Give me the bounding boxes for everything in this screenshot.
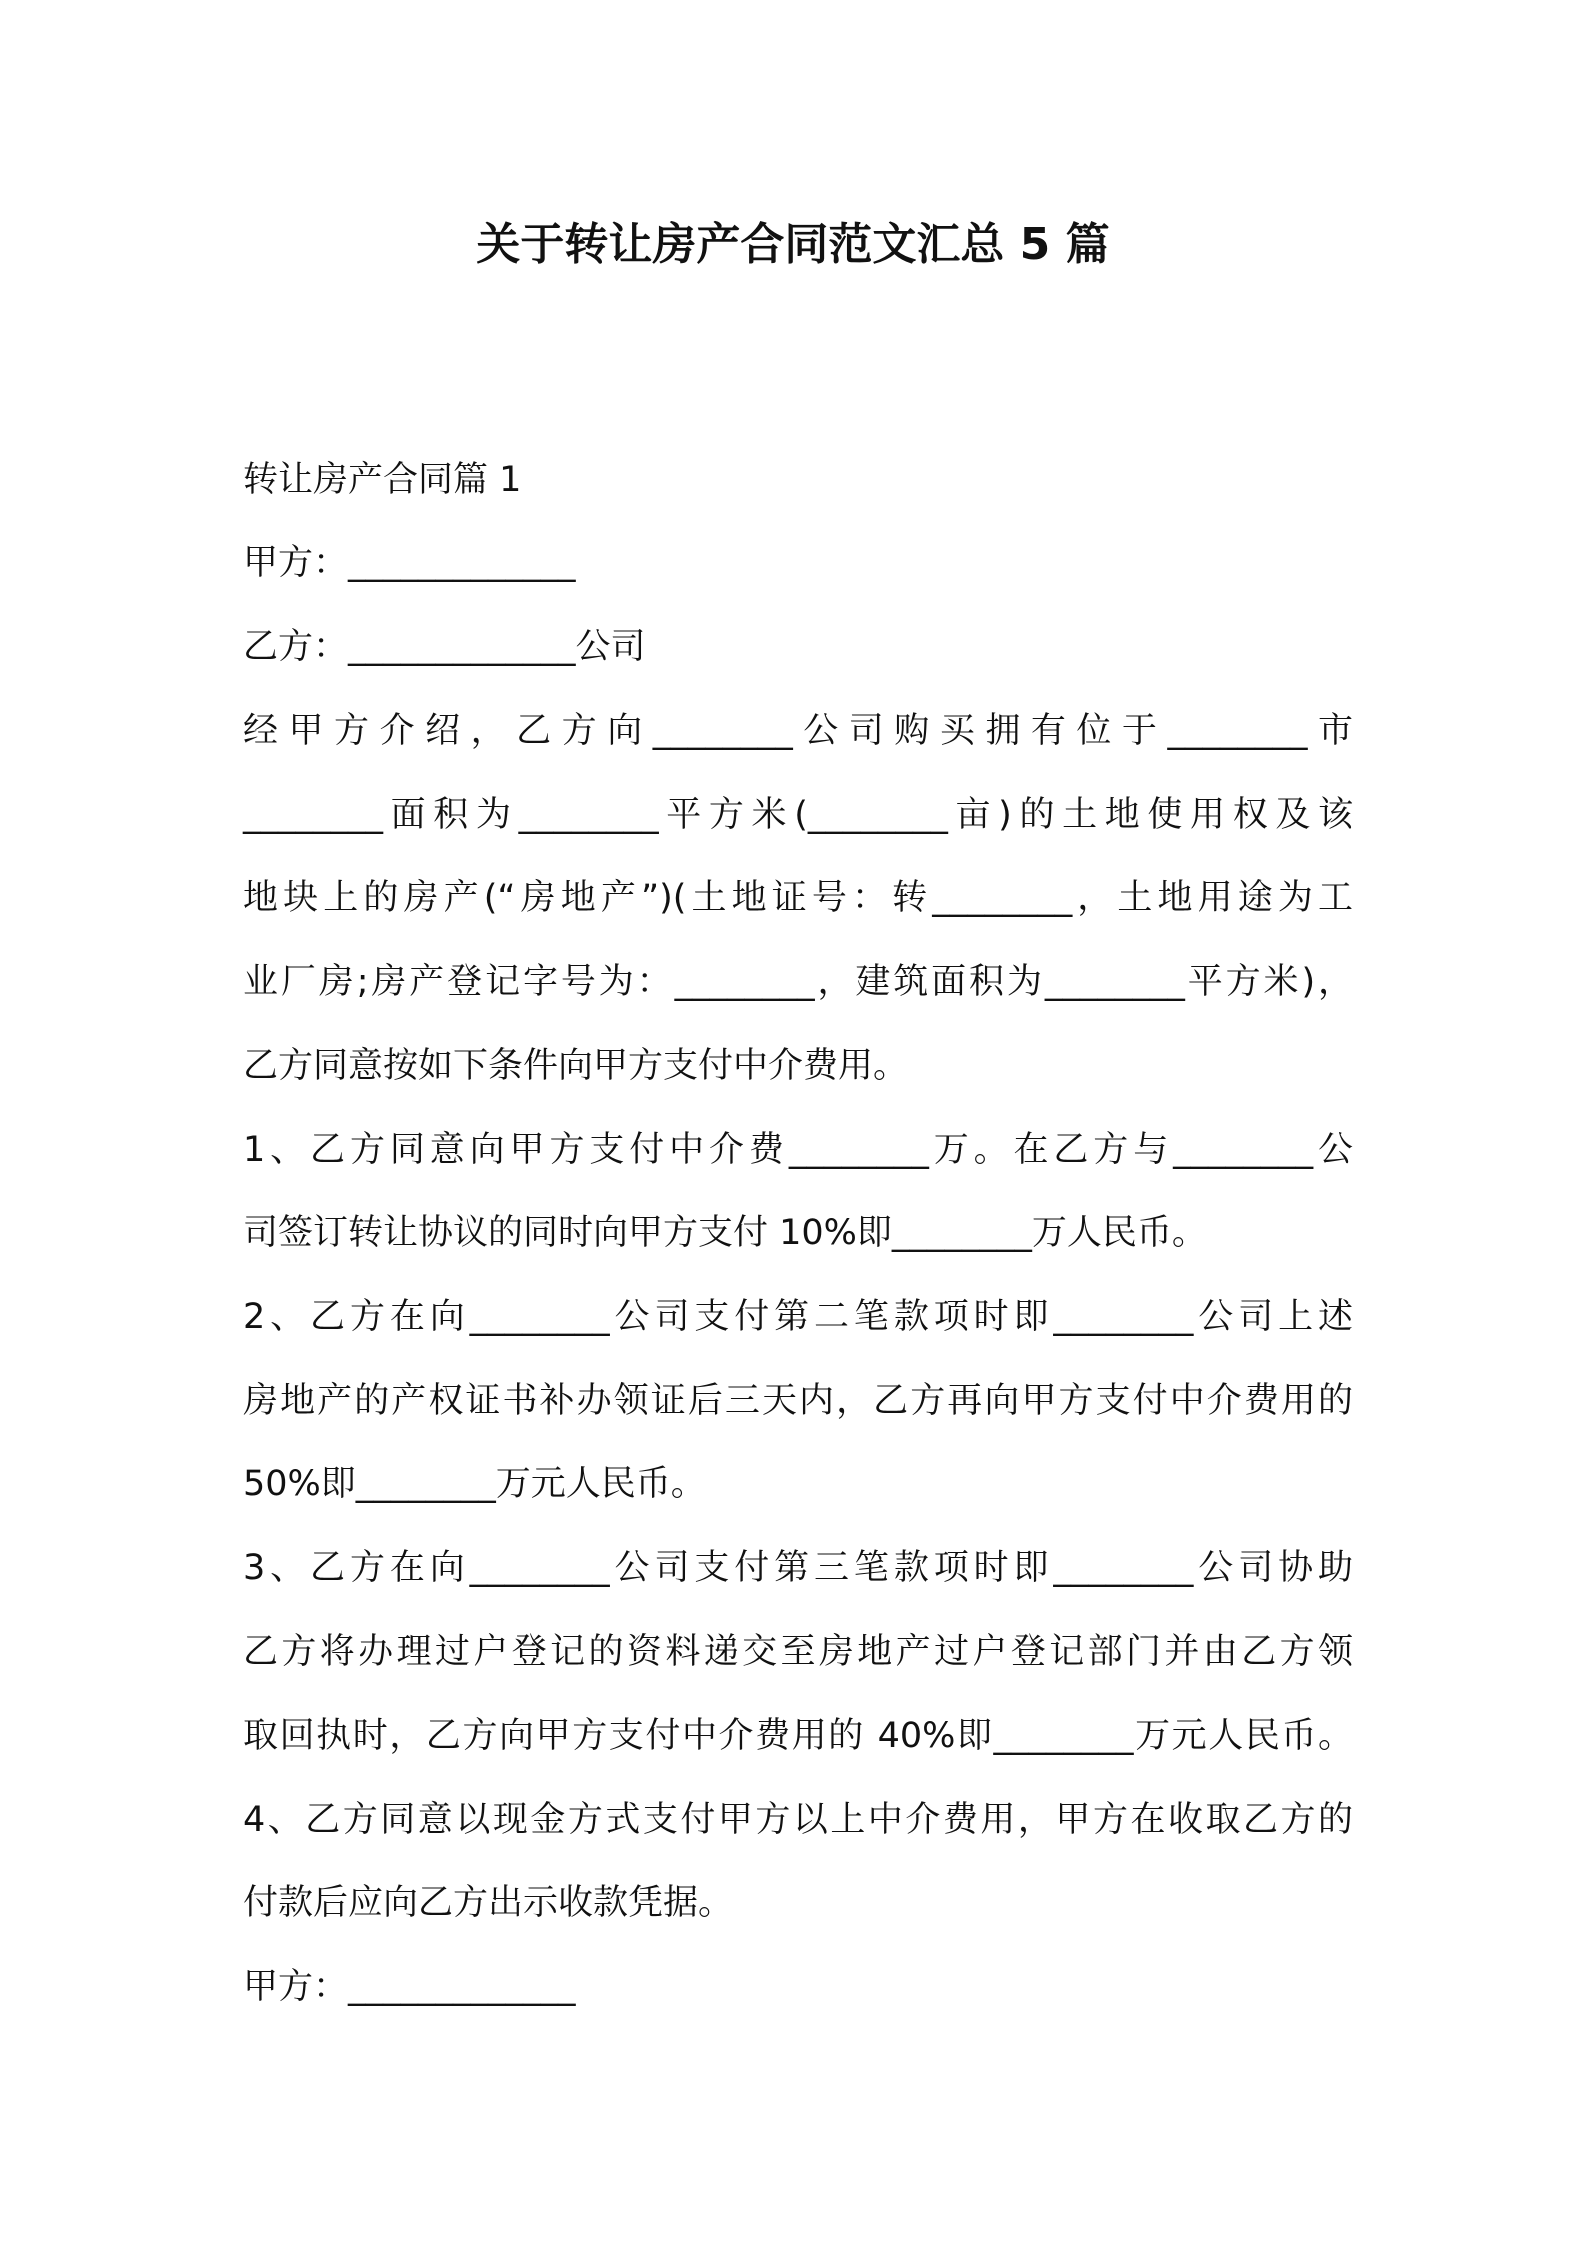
body-line: 地块上的房产(“房地产”)(土地证号：转________，土地用途为工: [243, 878, 1353, 918]
clause-4-line: 付款后应向乙方出示收款凭据。: [243, 1883, 734, 1923]
clause-3-line: 取回执时，乙方向甲方支付中介费用的 40%即________万元人民币。: [243, 1716, 1353, 1756]
clause-2-line: 房地产的产权证书补办领证后三天内，乙方再向甲方支付中介费用的: [243, 1381, 1353, 1421]
clause-2-line: 50%即________万元人民币。: [243, 1464, 706, 1504]
section-heading: 转让房产合同篇 1: [243, 460, 522, 500]
body-line: 业厂房;房产登记字号为：________，建筑面积为________平方米)，: [243, 962, 1353, 1002]
party-b-line: 乙方：_____________公司: [243, 627, 646, 667]
body-line: ________面积为________平方米(________亩)的土地使用权及该: [243, 795, 1353, 835]
party-a-signature-line: 甲方：_____________: [243, 1967, 576, 2007]
body-line: 经甲方介绍，乙方向________公司购买拥有位于________市: [243, 711, 1353, 751]
clause-1-line: 1、乙方同意向甲方支付中介费________万。在乙方与________公: [243, 1130, 1353, 1170]
clause-4-line: 4、乙方同意以现金方式支付甲方以上中介费用，甲方在收取乙方的: [243, 1800, 1353, 1840]
body-line: 乙方同意按如下条件向甲方支付中介费用。: [243, 1046, 909, 1086]
clause-2-line: 2、乙方在向________公司支付第二笔款项时即________公司上述: [243, 1297, 1353, 1337]
clause-1-line: 司签订转让协议的同时向甲方支付 10%即________万人民币。: [243, 1213, 1207, 1253]
document-title: 关于转让房产合同范文汇总 5 篇: [476, 219, 1110, 270]
clause-3-line: 乙方将办理过户登记的资料递交至房地产过户登记部门并由乙方领: [243, 1632, 1353, 1672]
party-a-line: 甲方：_____________: [243, 543, 576, 583]
clause-3-line: 3、乙方在向________公司支付第三笔款项时即________公司协助: [243, 1548, 1353, 1588]
